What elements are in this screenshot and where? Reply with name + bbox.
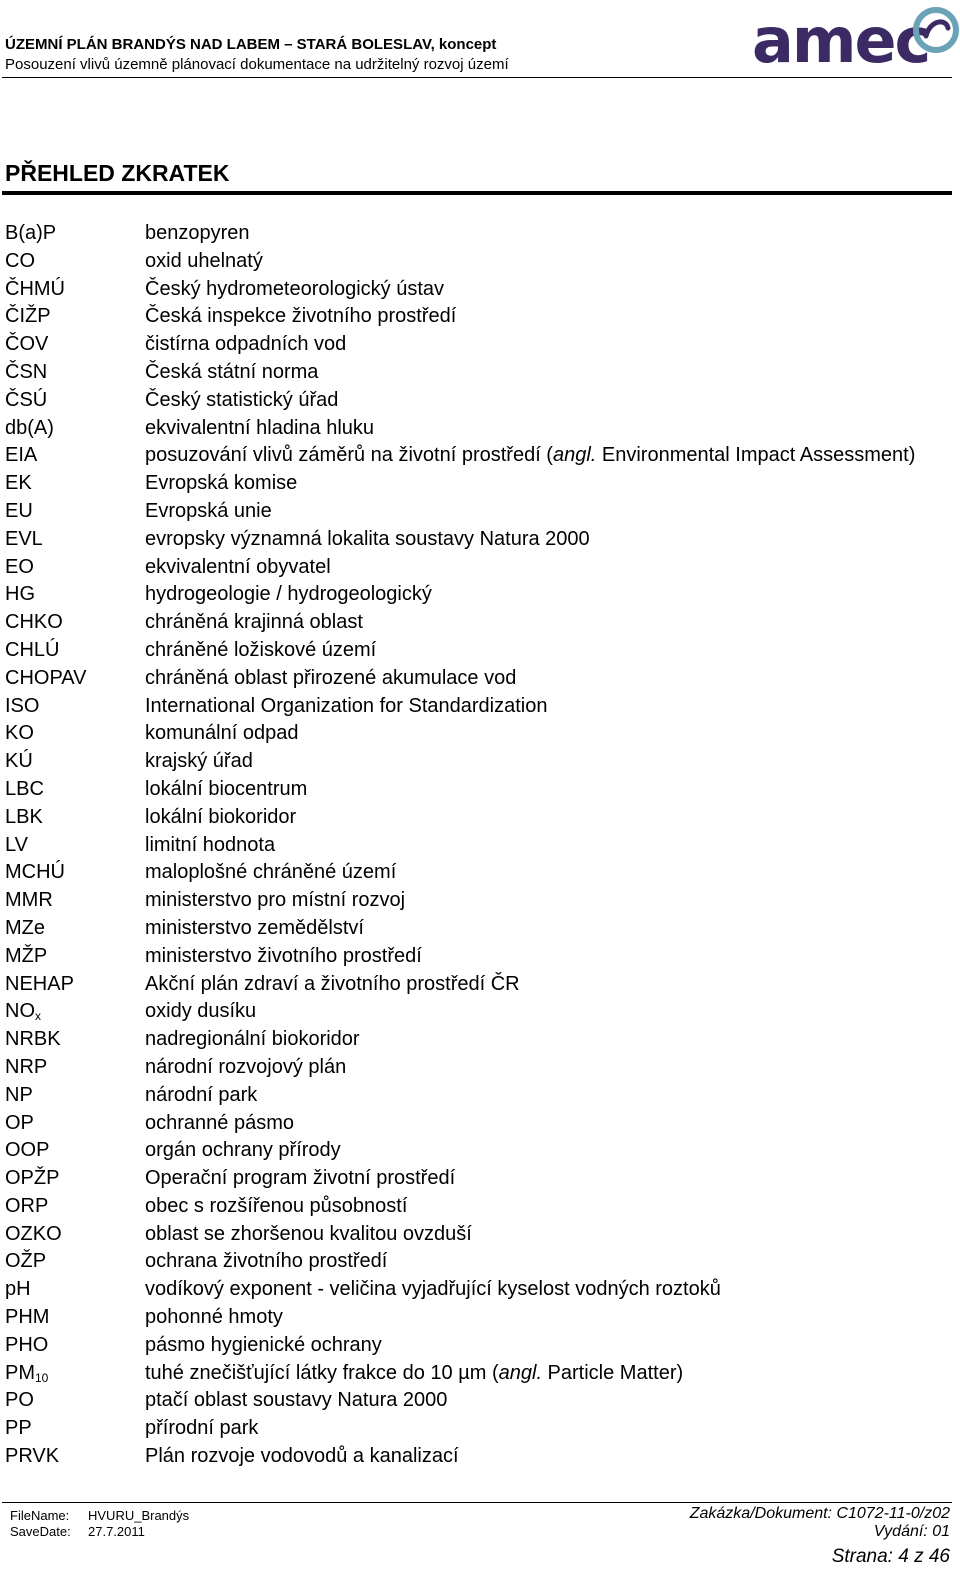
abbreviation-meaning: pohonné hmoty bbox=[145, 1306, 283, 1329]
header-rule bbox=[2, 77, 952, 78]
abbreviation-meaning: komunální odpad bbox=[145, 722, 299, 745]
abbreviation-row bbox=[0, 331, 960, 359]
abbreviation-term bbox=[5, 250, 35, 273]
abbreviation-row bbox=[0, 303, 960, 331]
abbreviation-meaning: národní rozvojový plán bbox=[145, 1055, 347, 1078]
document-title: ÚZEMNÍ PLÁN BRANDÝS NAD LABEM – STARÁ BOLESLAV, koncept bbox=[5, 36, 497, 53]
abbreviation-row bbox=[0, 832, 960, 860]
abbreviation-row bbox=[0, 248, 960, 276]
abbreviation-meaning bbox=[145, 1362, 683, 1385]
abbreviation-term bbox=[5, 1139, 49, 1162]
abbreviation-meaning: Evropská komise bbox=[145, 472, 298, 495]
abbreviation-row bbox=[0, 554, 960, 582]
abbreviation-meaning: Plán rozvoje vodovodů a kanalizací bbox=[145, 1445, 459, 1468]
abbreviation-meaning: ministerstvo pro místní rozvoj bbox=[145, 889, 406, 912]
abbreviation-term bbox=[5, 639, 59, 662]
language-marker: angl. bbox=[498, 1361, 542, 1384]
abbreviation-meaning: Česká státní norma bbox=[145, 360, 319, 383]
abbreviation-meaning: pásmo hygienické ochrany bbox=[145, 1333, 382, 1356]
meaning-part: Particle Matter) bbox=[542, 1361, 684, 1384]
abbreviation-list bbox=[0, 220, 960, 1471]
abbreviation-subscript: 10 bbox=[35, 1370, 49, 1385]
abbreviation-term-text: OP bbox=[5, 1111, 34, 1134]
abbreviation-meaning: benzopyren bbox=[145, 222, 250, 244]
abbreviation-meaning: čistírna odpadních vod bbox=[145, 333, 347, 356]
abbreviation-term bbox=[5, 222, 56, 245]
document-subtitle: Posouzení vlivů územně plánovací dokumentace na udržitelný rozvoj území bbox=[5, 56, 509, 73]
abbreviation-term-text: MCHÚ bbox=[5, 861, 65, 884]
abbreviation-meaning: Český statistický úřad bbox=[145, 388, 339, 411]
abbreviation-row bbox=[0, 1221, 960, 1249]
title-rule bbox=[2, 191, 952, 195]
abbreviation-meaning: orgán ochrany přírody bbox=[145, 1139, 341, 1162]
abbreviation-row bbox=[0, 1165, 960, 1193]
abbreviation-term bbox=[5, 1084, 33, 1107]
meaning-part: tuhé znečišťující látky frakce do 10 µm ( bbox=[145, 1361, 499, 1384]
abbreviation-term-text: CHKO bbox=[5, 611, 63, 634]
footer-rule bbox=[2, 1502, 952, 1503]
abbreviation-row bbox=[0, 665, 960, 693]
abbreviation-term-text: PO bbox=[5, 1389, 34, 1412]
abbreviation-term-text: ČSN bbox=[5, 360, 48, 383]
abbreviation-meaning: Evropská unie bbox=[145, 499, 272, 522]
abbreviation-term bbox=[5, 695, 39, 718]
abbreviation-term-text: CHOPAV bbox=[5, 666, 87, 689]
abbreviation-row bbox=[0, 526, 960, 554]
abbreviation-meaning: chráněná oblast přirozené akumulace vod bbox=[145, 666, 517, 689]
abbreviation-term-text: CHLÚ bbox=[5, 638, 60, 661]
abbreviation-row bbox=[0, 720, 960, 748]
document-number: Zakázka/Dokument: C1072-11-0/z02 bbox=[689, 1505, 950, 1522]
logo-wordmark: amec bbox=[752, 4, 930, 77]
abbreviation-term-text: LBK bbox=[5, 805, 43, 828]
abbreviation-term bbox=[5, 1195, 48, 1218]
abbreviation-meaning: krajský úřad bbox=[145, 750, 253, 773]
abbreviation-term-text: db(A) bbox=[5, 416, 54, 439]
abbreviation-term-text: ČOV bbox=[5, 333, 49, 356]
abbreviation-row bbox=[0, 998, 960, 1026]
abbreviation-row bbox=[0, 1443, 960, 1471]
abbreviation-meaning: Česká inspekce životního prostředí bbox=[145, 305, 457, 328]
abbreviation-row bbox=[0, 1387, 960, 1415]
abbreviation-meaning: ochranné pásmo bbox=[145, 1111, 294, 1134]
abbreviation-meaning: lokální biokoridor bbox=[145, 805, 297, 828]
abbreviation-term bbox=[5, 1278, 31, 1301]
abbreviation-term-text: OZKO bbox=[5, 1222, 62, 1245]
abbreviation-term bbox=[5, 556, 34, 579]
abbreviation-term bbox=[5, 1056, 47, 1079]
abbreviation-row bbox=[0, 1415, 960, 1443]
abbreviation-term-text: HG bbox=[5, 583, 35, 606]
abbreviation-term-text: OOP bbox=[5, 1139, 50, 1162]
abbreviation-meaning: maloplošné chráněné území bbox=[145, 861, 397, 884]
abbreviation-row bbox=[0, 387, 960, 415]
abbreviation-meaning: vodíkový exponent - veličina vyjadřující kyselost vodných roztoků bbox=[145, 1278, 721, 1301]
abbreviation-term-text: MZe bbox=[5, 916, 45, 939]
abbreviation-row bbox=[0, 637, 960, 665]
abbreviation-term-text: CO bbox=[5, 249, 35, 272]
logo-swirl-icon bbox=[912, 6, 960, 54]
abbreviation-term-text: PRVK bbox=[5, 1445, 60, 1468]
edition: Vydání: 01 bbox=[873, 1523, 950, 1540]
abbreviation-term bbox=[5, 917, 45, 940]
abbreviation-term-text: NP bbox=[5, 1083, 33, 1106]
abbreviation-term bbox=[5, 889, 53, 912]
abbreviation-term bbox=[5, 333, 48, 356]
abbreviation-meaning: Akční plán zdraví a životního prostředí ČR bbox=[145, 972, 520, 995]
abbreviation-term bbox=[5, 667, 87, 690]
abbreviation-term bbox=[5, 361, 47, 384]
abbreviation-term-text: NO bbox=[5, 1000, 35, 1023]
abbreviation-meaning: limitní hodnota bbox=[145, 833, 276, 856]
abbreviation-term-text: PHM bbox=[5, 1306, 50, 1329]
abbreviation-term bbox=[5, 472, 32, 495]
abbreviation-meaning: hydrogeologie / hydrogeologický bbox=[145, 583, 432, 606]
abbreviation-term bbox=[5, 417, 54, 440]
abbreviation-term bbox=[5, 750, 33, 773]
abbreviation-row bbox=[0, 971, 960, 999]
abbreviation-row bbox=[0, 887, 960, 915]
abbreviation-row bbox=[0, 1248, 960, 1276]
abbreviation-term bbox=[5, 945, 47, 968]
abbreviation-meaning: ekvivalentní obyvatel bbox=[145, 555, 331, 578]
abbreviation-row bbox=[0, 498, 960, 526]
section-title: PŘEHLED ZKRATEK bbox=[5, 160, 230, 186]
abbreviation-meaning: oxid uhelnatý bbox=[145, 249, 263, 272]
abbreviation-meaning: chráněná krajinná oblast bbox=[145, 611, 363, 634]
abbreviation-row bbox=[0, 1137, 960, 1165]
abbreviation-term-text: NEHAP bbox=[5, 972, 74, 995]
abbreviation-term-text: ČSÚ bbox=[5, 388, 48, 411]
abbreviation-term bbox=[5, 500, 33, 523]
abbreviation-meaning: oxidy dusíku bbox=[145, 1000, 257, 1023]
abbreviation-term-text: OPŽP bbox=[5, 1167, 60, 1190]
abbreviation-term bbox=[5, 444, 37, 467]
abbreviation-term bbox=[5, 834, 28, 857]
abbreviation-term bbox=[5, 1362, 48, 1385]
abbreviation-term-text: EU bbox=[5, 499, 33, 522]
abbreviation-term bbox=[5, 1167, 59, 1190]
abbreviation-term bbox=[5, 1112, 34, 1135]
abbreviation-row bbox=[0, 1026, 960, 1054]
abbreviation-term bbox=[5, 528, 43, 551]
abbreviation-meaning: přírodní park bbox=[145, 1417, 259, 1440]
abbreviation-meaning: chráněné ložiskové území bbox=[145, 638, 377, 661]
abbreviation-row bbox=[0, 1360, 960, 1388]
abbreviation-row bbox=[0, 1276, 960, 1304]
abbreviation-term bbox=[5, 973, 74, 996]
abbreviation-term-text: KÚ bbox=[5, 750, 33, 773]
abbreviation-term-text: EK bbox=[5, 472, 32, 495]
amec-logo bbox=[752, 4, 960, 78]
abbreviation-term bbox=[5, 1000, 41, 1023]
abbreviation-row bbox=[0, 1193, 960, 1221]
meaning-part: Environmental Impact Assessment) bbox=[596, 444, 916, 467]
abbreviation-term-text: NRBK bbox=[5, 1028, 61, 1051]
abbreviation-row bbox=[0, 1110, 960, 1138]
abbreviation-term-text: ISO bbox=[5, 694, 40, 717]
abbreviation-row bbox=[0, 748, 960, 776]
abbreviation-row bbox=[0, 470, 960, 498]
abbreviation-meaning: ministerstvo zemědělství bbox=[145, 916, 364, 939]
abbreviation-term bbox=[5, 389, 47, 412]
abbreviation-term bbox=[5, 1250, 46, 1273]
abbreviation-term bbox=[5, 1223, 62, 1246]
abbreviation-row bbox=[0, 276, 960, 304]
abbreviation-term-text: MMR bbox=[5, 889, 53, 912]
abbreviation-meaning: Český hydrometeorologický ústav bbox=[145, 277, 445, 300]
abbreviation-meaning: ministerstvo životního prostředí bbox=[145, 944, 422, 967]
abbreviation-meaning: International Organization for Standardization bbox=[145, 694, 548, 717]
abbreviation-meaning: evropsky významná lokalita soustavy Natura 2000 bbox=[145, 527, 590, 550]
abbreviation-row bbox=[0, 1332, 960, 1360]
abbreviation-meaning: obec s rozšířenou působností bbox=[145, 1194, 408, 1217]
language-marker: angl. bbox=[552, 444, 597, 467]
abbreviation-term-text: PM bbox=[5, 1361, 35, 1384]
abbreviation-term bbox=[5, 778, 44, 801]
abbreviation-term bbox=[5, 806, 43, 829]
abbreviation-row bbox=[0, 804, 960, 832]
abbreviation-row bbox=[0, 581, 960, 609]
abbreviation-term bbox=[5, 278, 65, 301]
abbreviation-term-text: ČIŽP bbox=[5, 305, 51, 328]
abbreviation-row bbox=[0, 609, 960, 637]
abbreviation-meaning: národní park bbox=[145, 1083, 258, 1106]
abbreviation-meaning bbox=[145, 444, 915, 467]
abbreviation-term-text: KO bbox=[5, 722, 34, 745]
abbreviation-term bbox=[5, 1445, 59, 1468]
filename-value: HVURU_Brandýs bbox=[88, 1508, 190, 1523]
page-number: Strana: 4 z 46 bbox=[831, 1546, 950, 1567]
abbreviation-meaning: oblast se zhoršenou kvalitou ovzduší bbox=[145, 1222, 472, 1245]
abbreviation-term bbox=[5, 583, 35, 606]
abbreviation-term bbox=[5, 1417, 32, 1440]
abbreviation-term-text: MŽP bbox=[5, 944, 48, 967]
abbreviation-meaning: ekvivalentní hladina hluku bbox=[145, 416, 375, 439]
abbreviation-term-text: ČHMÚ bbox=[5, 277, 65, 300]
abbreviation-term bbox=[5, 611, 63, 634]
abbreviation-row bbox=[0, 943, 960, 971]
abbreviation-row bbox=[0, 859, 960, 887]
abbreviation-term-text: EIA bbox=[5, 444, 38, 467]
abbreviation-term bbox=[5, 1028, 61, 1051]
meaning-part: posuzování vlivů záměrů na životní prostředí ( bbox=[145, 444, 553, 467]
abbreviation-row bbox=[0, 1054, 960, 1082]
abbreviation-row bbox=[0, 415, 960, 443]
abbreviation-term-text: EVL bbox=[5, 527, 43, 550]
abbreviation-row bbox=[0, 1304, 960, 1332]
abbreviation-row bbox=[0, 359, 960, 387]
abbreviation-meaning: ptačí oblast soustavy Natura 2000 bbox=[145, 1389, 448, 1412]
abbreviation-row bbox=[0, 220, 960, 248]
filename-label: FileName: bbox=[10, 1508, 70, 1523]
abbreviation-term bbox=[5, 722, 34, 745]
abbreviation-term bbox=[5, 1389, 34, 1412]
page-header bbox=[0, 0, 960, 80]
abbreviation-term-text: NRP bbox=[5, 1055, 48, 1078]
abbreviation-term bbox=[5, 1306, 49, 1329]
abbreviation-term-text: ORP bbox=[5, 1194, 49, 1217]
abbreviation-term-text: OŽP bbox=[5, 1250, 47, 1273]
abbreviation-term-text: LV bbox=[5, 833, 28, 856]
abbreviation-meaning: lokální biocentrum bbox=[145, 777, 308, 800]
abbreviation-row bbox=[0, 442, 960, 470]
abbreviation-row bbox=[0, 1082, 960, 1110]
abbreviation-term-text: B(a)P bbox=[5, 222, 57, 244]
abbreviation-meaning: Operační program životní prostředí bbox=[145, 1167, 456, 1190]
savedate-label: SaveDate: bbox=[10, 1524, 71, 1539]
abbreviation-subscript: x bbox=[35, 1009, 41, 1024]
abbreviation-meaning: ochrana životního prostředí bbox=[145, 1250, 388, 1273]
abbreviation-term bbox=[5, 305, 51, 328]
abbreviation-term-text: PP bbox=[5, 1417, 32, 1440]
abbreviation-row bbox=[0, 693, 960, 721]
abbreviation-term-text: EO bbox=[5, 555, 34, 578]
abbreviation-term bbox=[5, 861, 65, 884]
abbreviation-row bbox=[0, 915, 960, 943]
abbreviation-term-text: pH bbox=[5, 1278, 31, 1301]
savedate-value: 27.7.2011 bbox=[88, 1524, 145, 1539]
abbreviation-term bbox=[5, 1334, 48, 1357]
abbreviation-term-text: LBC bbox=[5, 777, 44, 800]
abbreviation-meaning: nadregionální biokoridor bbox=[145, 1028, 360, 1051]
abbreviation-term-text: PHO bbox=[5, 1333, 49, 1356]
abbreviation-row bbox=[0, 776, 960, 804]
